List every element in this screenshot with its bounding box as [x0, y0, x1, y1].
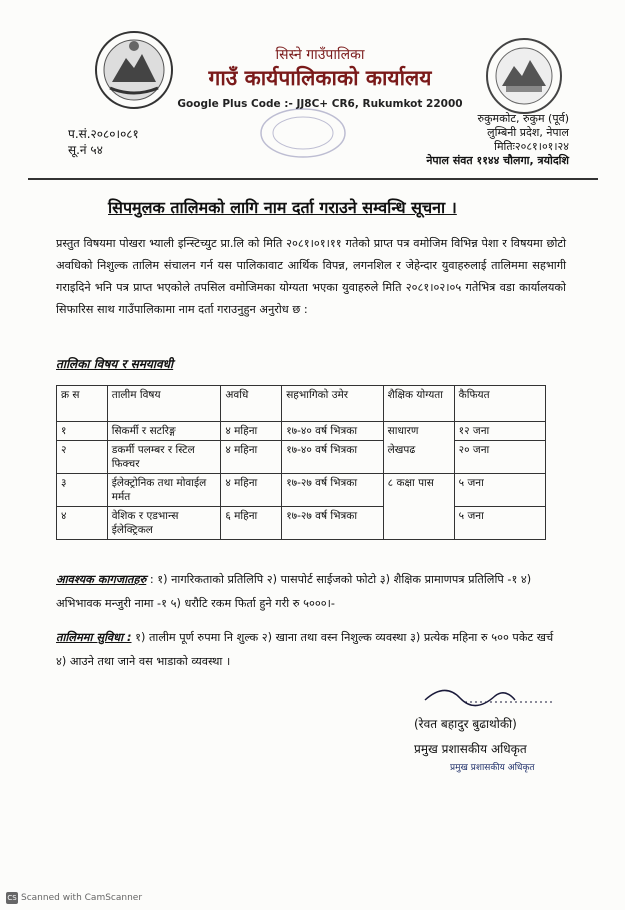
chalani-number: सू.नं ५४ — [68, 143, 103, 157]
table-cell: ३ — [57, 474, 108, 507]
signatory-stamp: प्रमुख प्रशासकीय अधिकृत — [450, 763, 535, 773]
address-line1: रुकुमकोट, रुकुम (पूर्व) — [477, 112, 569, 125]
table-cell: ४ — [57, 507, 108, 540]
table-row — [57, 474, 546, 507]
office-name: गाउँ कार्यपालिकाको कार्यालय — [208, 66, 432, 90]
plus-code: Google Plus Code :- JJ8C+ CR6, Rukumkot 22000 — [177, 98, 463, 110]
table-row — [57, 507, 546, 540]
letter-date: मितिः२०८१।०१।२४ — [494, 140, 569, 153]
table-cell: ६ महिना — [221, 507, 282, 540]
table-header-row — [57, 386, 546, 422]
table-cell: १७-४० वर्ष भित्रका — [282, 441, 383, 474]
training-table — [56, 385, 546, 540]
facilities-text: १) तालीम पूर्ण रुपमा नि शुल्क २) खाना तथा वस्न निशुल्क व्यवस्था ३) प्रत्येक महिना रु ५०० पकेट खर्च ४) आउने तथा जाने वस भाडाको व्यवस्था । — [56, 631, 554, 668]
table-row — [57, 441, 546, 474]
table-header: शैक्षिक योग्यता — [383, 386, 454, 422]
table-cell: ४ महिना — [221, 441, 282, 474]
notice-title: सिपमुलक तालिमको लागि नाम दर्ता गराउने सम्वन्धि सूचना । — [108, 198, 457, 217]
table-cell: लेखपढ — [383, 441, 454, 474]
table-cell: ८ कक्षा पास — [383, 474, 454, 507]
table-cell: १७-४० वर्ष भित्रका — [282, 422, 383, 441]
training-facilities — [56, 626, 566, 674]
table-cell: १ — [57, 422, 108, 441]
table-cell: १७-२७ वर्ष भित्रका — [282, 474, 383, 507]
table-cell: ईलेक्ट्रोनिक तथा मोवाईल मर्मत — [107, 474, 221, 507]
address-line2: लुम्बिनी प्रदेश, नेपाल — [487, 126, 569, 139]
signatory-name: (रेवत बहादुर बुढाथोकी) — [414, 717, 517, 731]
table-cell: डकर्मी पलम्बर र स्टिल फिक्चर — [107, 441, 221, 474]
office-stamp-icon — [258, 106, 348, 160]
header-divider — [28, 178, 598, 180]
table-cell: २० जना — [454, 441, 545, 474]
table-header: सहभागिको उमेर — [282, 386, 383, 422]
table-header: क्र स — [57, 386, 108, 422]
scanner-watermark — [6, 892, 142, 904]
table-section-label: तालिका विषय र समयावधी — [56, 357, 174, 371]
table-cell — [383, 507, 454, 540]
table-header: तालीम विषय — [107, 386, 221, 422]
required-documents — [56, 568, 576, 616]
table-cell: ४ महिना — [221, 474, 282, 507]
table-cell: ५ जना — [454, 507, 545, 540]
nepal-samvat: नेपाल संवत ११४४ चौलगा, त्रयोदशि — [426, 154, 569, 167]
facilities-label: तालिममा सुविधा : — [56, 631, 132, 644]
patra-sankhya: प.सं.२०८०।०८१ — [68, 127, 139, 141]
signatory-title: प्रमुख प्रशासकीय अधिकृत — [414, 742, 527, 756]
scanner-text: Scanned with CamScanner — [21, 893, 143, 903]
table-cell: १७-२७ वर्ष भित्रका — [282, 507, 383, 540]
table-cell: २ — [57, 441, 108, 474]
table-cell: ५ जना — [454, 474, 545, 507]
table-header: अवधि — [221, 386, 282, 422]
table-header: कैफियत — [454, 386, 545, 422]
table-row — [57, 422, 546, 441]
table-cell: वेशिक र एडभान्स ईलेक्ट्रिकल — [107, 507, 221, 540]
municipality-name: सिस्ने गाउँपालिका — [275, 47, 365, 63]
camscanner-icon: CS — [7, 894, 17, 902]
municipality-logo-icon — [484, 36, 564, 116]
documents-text: : १) नागरिकताको प्रतिलिपि २) पासपोर्ट साईजको फोटो ३) शैक्षिक प्रामाणपत्र प्रतिलिपि -१ ४) अभिभावक मन्जुरी नामा -१ ५) धरौटि रकम फिर्ता हुने गरी रु ५०००।- — [56, 573, 532, 610]
table-cell: सिकर्मी र सटरिङ्ग — [107, 422, 221, 441]
notice-body: प्रस्तुत विषयमा पोखरा भ्याली इन्स्टिच्युट प्रा.लि को मिति २०८१।०१।११ गतेको प्राप्त पत्र वमोजिम विभिन्न पेशा र विषयमा छोटो अवधिको निशुल्क तालिम संचालन गर्न यस पालिकावाट आर्थिक विपन्न, लगनशिल र जेहेन्दार युवाहरुलाई तालिममा सहभागी गराइदिने भनि पत्र प्राप्त भएकोले तपसिल वमोजिमका योग्यता भएका युवाहरुले मिति २०८१।०२।०५ गतेभित्र वडा कार्यालयको सिफारिस साथ गाउँपालिकामा नाम दर्ता गराउनुहुन अनुरोध छ : — [56, 237, 566, 316]
documents-label: आवश्यक कागजातहरु — [56, 573, 147, 586]
table-cell: ४ महिना — [221, 422, 282, 441]
table-cell: साधारण — [383, 422, 454, 441]
table-cell: १२ जना — [454, 422, 545, 441]
